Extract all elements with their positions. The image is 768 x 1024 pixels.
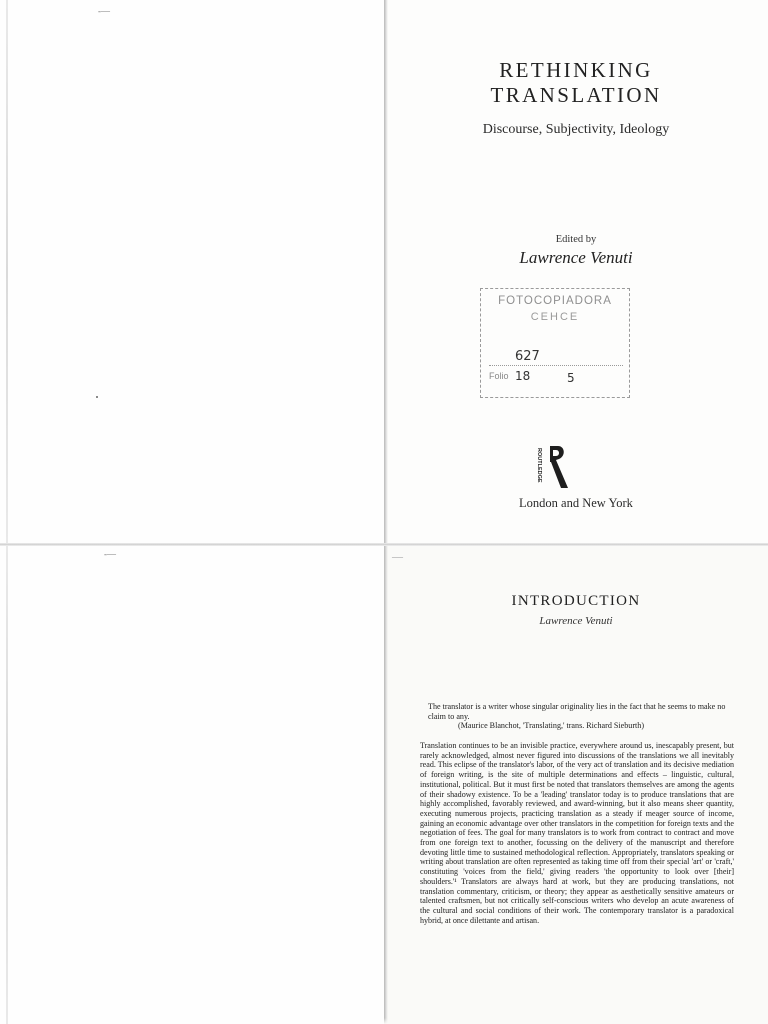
chapter-heading: INTRODUCTION xyxy=(511,593,641,609)
body-paragraph: Translation continues to be an invisible practice, everywhere around us, inescapably present, but rarely acknowledged, almost never figured into discussions of the translations we all inevitably read. This eclipse of the translator's labor, of the very act of translation and its decisive mediation of foreign writing, is the site of multiple determinations and effects – linguistic, cultural, institutional, political. But it must first be noted that translators themselves are among the agents of their shadowy existence. To be a 'leading' translator today is to produce translations that are highly accomplished, favorably reviewed, and award-winning, but it also means sheer quantity, executing numerous projects, practicing translation as a steady if meager source of income, gaining an economic advantage over other translators in the competition for foreign texts and the negotiation of fees. The goal for many translators is to work from contract to contract and move from one foreign text to another, focussing on the delivery of the manuscript and therefore devoting little time to sustained methodological reflection. Appropriately, translators speaking or writing about translation are often represented as taking time off from their special 'art' or 'craft,' constituting 'voices from the field,' giving readers 'the opportunity to look over [their] shoulders.'¹ Translators are always hard at work, but they are producing translations, not translation commentary, criticism, or theory; they appear as aesthetically sensitive amateurs or talented craftsmen, but not critically self-conscious writers who develop an acute awareness of the cultural and social conditions of their work. The contemporary translator is a paradoxical hybrid, at once dilettante and artisan. xyxy=(420,741,734,925)
epigraph xyxy=(428,702,728,731)
scan-speck xyxy=(96,396,98,398)
stamp-folio-label: Folio xyxy=(489,371,509,381)
stamp-mark: 5 xyxy=(567,371,575,385)
epigraph-attribution: (Maurice Blanchot, 'Translating,' trans. Richard Sieburth) xyxy=(458,721,645,731)
chapter-author: Lawrence Venuti xyxy=(539,615,613,627)
publisher-place: London and New York xyxy=(519,496,633,510)
book-title-line: RETHINKING xyxy=(499,58,653,82)
edited-by-label: Edited by xyxy=(555,234,597,245)
introduction-page xyxy=(384,545,768,1024)
stamp-divider xyxy=(489,365,623,366)
editor-name: Lawrence Venuti xyxy=(519,248,633,267)
stamp-number: 627 xyxy=(515,349,540,364)
scan-edge xyxy=(6,545,8,1024)
scan-mark: -— xyxy=(104,549,116,559)
scan-mark: -— xyxy=(98,6,110,16)
page-bottom-edge xyxy=(384,1018,768,1024)
scan-fold-line xyxy=(0,543,768,546)
book-title-line: TRANSLATION xyxy=(490,83,662,107)
blank-page-top xyxy=(0,0,384,545)
scan-mark: — xyxy=(392,551,403,563)
blank-page-bottom xyxy=(0,545,384,1024)
stamp-folio: 18 xyxy=(515,369,531,383)
routledge-logo-icon xyxy=(532,444,572,492)
book-title xyxy=(384,58,768,108)
stamp-name: FOTOCOPIADORA xyxy=(498,295,612,307)
logo-text: ROUTLEDGE xyxy=(536,448,542,483)
scan-edge xyxy=(6,0,8,545)
epigraph-quote: The translator is a writer whose singular originality lies in the fact that he seems to make no claim to any. xyxy=(428,702,726,721)
book-subtitle: Discourse, Subjectivity, Ideology xyxy=(482,122,670,137)
library-stamp xyxy=(480,288,630,398)
title-page xyxy=(384,0,768,545)
stamp-subtitle: CEHCE xyxy=(530,311,580,323)
